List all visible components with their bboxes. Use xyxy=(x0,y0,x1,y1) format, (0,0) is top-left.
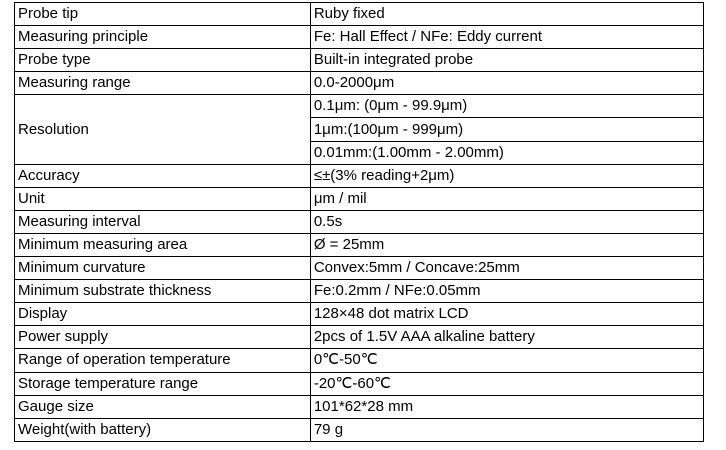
spec-label-cell: Gauge size xyxy=(15,395,311,418)
spec-label-cell: Minimum curvature xyxy=(15,257,311,280)
table-row xyxy=(15,3,704,26)
spec-value-cell: Ruby fixed xyxy=(310,3,703,26)
spec-label-cell: Range of operation temperature xyxy=(15,349,311,372)
spec-value-cell: 79 g xyxy=(310,418,703,441)
table-row xyxy=(15,280,704,303)
table-row xyxy=(15,303,704,326)
spec-value-cell: ≤±(3% reading+2μm) xyxy=(310,164,703,187)
spec-label-cell: Resolution xyxy=(15,95,311,164)
table-row xyxy=(15,372,704,395)
table-row xyxy=(15,395,704,418)
spec-value-cell: Built-in integrated probe xyxy=(310,49,703,72)
spec-label-cell: Measuring interval xyxy=(15,210,311,233)
table-row xyxy=(15,49,704,72)
spec-label-cell: Display xyxy=(15,303,311,326)
table-row xyxy=(15,95,704,118)
spec-value-cell: 0.5s xyxy=(310,210,703,233)
spec-label-cell: Probe tip xyxy=(15,3,311,26)
spec-label-cell: Probe type xyxy=(15,49,311,72)
spec-value-cell: Fe:0.2mm / NFe:0.05mm xyxy=(310,280,703,303)
spec-table xyxy=(14,2,704,442)
table-row xyxy=(15,349,704,372)
spec-value-cell: 0.0-2000μm xyxy=(310,72,703,95)
spec-label-cell: Minimum measuring area xyxy=(15,233,311,256)
table-row xyxy=(15,418,704,441)
table-row xyxy=(15,210,704,233)
spec-label-cell: Measuring principle xyxy=(15,26,311,49)
table-row xyxy=(15,26,704,49)
spec-value-cell: 0℃-50℃ xyxy=(310,349,703,372)
spec-value-cell: 128×48 dot matrix LCD xyxy=(310,303,703,326)
spec-label-cell: Unit xyxy=(15,187,311,210)
table-row xyxy=(15,72,704,95)
spec-label-cell: Storage temperature range xyxy=(15,372,311,395)
table-row xyxy=(15,326,704,349)
spec-label-cell: Minimum substrate thickness xyxy=(15,280,311,303)
spec-value-cell: Ø = 25mm xyxy=(310,233,703,256)
spec-label-cell: Accuracy xyxy=(15,164,311,187)
table-row xyxy=(15,233,704,256)
spec-value-cell: μm / mil xyxy=(310,187,703,210)
spec-label-cell: Power supply xyxy=(15,326,311,349)
spec-value-cell: Fe: Hall Effect / NFe: Eddy current xyxy=(310,26,703,49)
spec-value-cell: 1μm:(100μm - 999μm) xyxy=(310,118,703,141)
spec-value-cell: 101*62*28 mm xyxy=(310,395,703,418)
table-row xyxy=(15,187,704,210)
spec-table-body xyxy=(15,3,704,442)
table-row xyxy=(15,164,704,187)
spec-value-cell: 0.1μm: (0μm - 99.9μm) xyxy=(310,95,703,118)
spec-label-cell: Weight(with battery) xyxy=(15,418,311,441)
spec-value-cell: 2pcs of 1.5V AAA alkaline battery xyxy=(310,326,703,349)
spec-value-cell: -20℃-60℃ xyxy=(310,372,703,395)
table-row xyxy=(15,257,704,280)
spec-value-cell: Convex:5mm / Concave:25mm xyxy=(310,257,703,280)
spec-label-cell: Measuring range xyxy=(15,72,311,95)
spec-value-cell: 0.01mm:(1.00mm - 2.00mm) xyxy=(310,141,703,164)
